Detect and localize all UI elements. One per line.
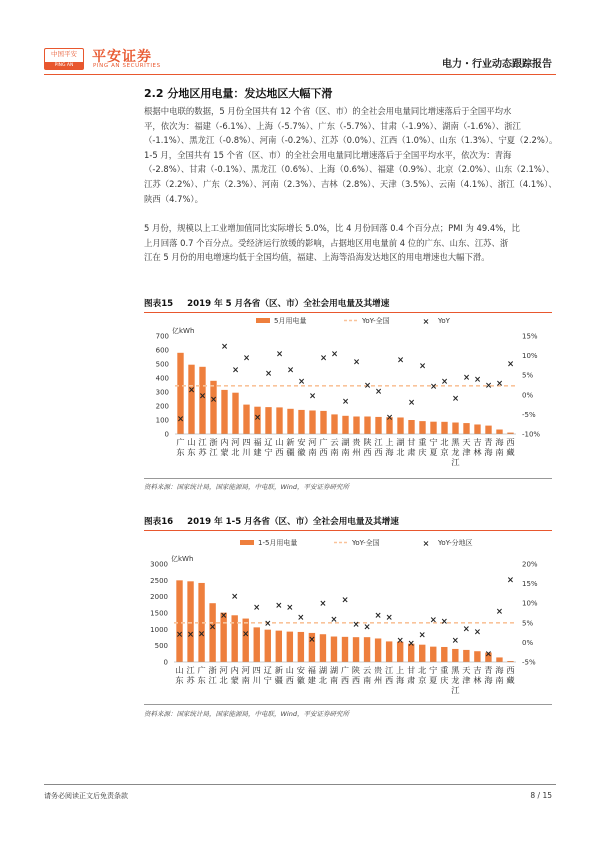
paragraph-line: 上月回落 0.7 个百分点。受经济运行放缓的影响，占据地区用电量前 4 位的广东、山东、江苏、浙: [144, 237, 509, 248]
figure-caption: 2019 年 1-5 月各省（区、市）全社会用电量及其增速: [187, 517, 399, 527]
right-tick-label: -5%: [522, 410, 536, 419]
yoy-marker: ×: [440, 377, 449, 388]
category-label: 陕西: [363, 437, 372, 457]
left-tick-label: 500: [154, 642, 168, 651]
yoy-marker: ×: [319, 599, 327, 610]
bar: [375, 417, 381, 434]
left-tick-label: 1500: [150, 609, 168, 618]
category-label: 山西: [275, 437, 284, 457]
left-tick-label: 400: [155, 374, 169, 383]
bar: [386, 641, 392, 662]
bar: [485, 426, 491, 434]
category-label: 江西: [385, 665, 394, 685]
legend-swatch-bars: [256, 318, 270, 323]
figure-label: 图表16: [144, 517, 174, 527]
legend-swatch-yoy: ×: [422, 539, 430, 548]
yoy-marker: ×: [385, 413, 394, 424]
logo-text-en: PING AN SECURITIES: [93, 63, 161, 69]
legend-label-yoy: YoY: [438, 317, 450, 325]
yoy-marker: ×: [253, 603, 261, 614]
category-label: 北京: [418, 665, 427, 685]
bar: [243, 619, 249, 662]
yoy-marker: ×: [506, 575, 515, 586]
yoy-marker: ×: [396, 355, 405, 366]
category-label: 河南: [308, 437, 317, 457]
category-label: 贵州: [373, 665, 383, 685]
bar: [298, 410, 304, 434]
right-tick-label: 15%: [522, 332, 538, 341]
yoy-marker: ×: [187, 385, 196, 396]
bar: [276, 407, 282, 434]
bar: [408, 420, 414, 434]
yoy-marker: ×: [275, 601, 283, 612]
yoy-marker: ×: [330, 614, 338, 625]
bar: [364, 417, 370, 435]
category-label: 四川: [252, 665, 261, 685]
category-label: 西藏: [506, 437, 515, 457]
bar: [265, 407, 271, 434]
category-label: 浙江: [209, 437, 218, 457]
legend-label-national: YoY-全国: [352, 539, 380, 547]
bar: [452, 423, 458, 434]
category-label: 宁夏: [429, 437, 438, 457]
figure-label: 图表15: [144, 299, 174, 309]
yoy-marker: ×: [220, 341, 229, 352]
category-label: 吉林: [473, 665, 482, 685]
legend-label-bars: 5月用电量: [274, 317, 307, 325]
category-label: 福建: [253, 437, 262, 457]
paragraph-1: [144, 104, 558, 206]
yoy-marker: ×: [209, 622, 217, 633]
yoy-marker: ×: [462, 624, 470, 635]
category-label: 安徽: [297, 437, 306, 457]
bar: [430, 422, 436, 434]
category-label: 甘肃: [407, 437, 416, 457]
category-label: 河北: [219, 665, 228, 685]
category-label: 上海: [385, 437, 394, 457]
bar: [342, 416, 348, 434]
bar: [320, 634, 326, 662]
right-tick-label: 10%: [522, 352, 538, 361]
figure-15-title: [144, 297, 389, 309]
right-tick-label: 15%: [522, 580, 538, 589]
yoy-marker: ×: [440, 616, 448, 627]
header-divider: [44, 74, 556, 75]
category-label: 河南: [241, 665, 250, 685]
yoy-marker: ×: [407, 638, 415, 649]
left-tick-label: 700: [155, 332, 169, 341]
footer-disclaimer: 请务必阅读正文后免责条款: [44, 792, 128, 800]
bar: [176, 580, 182, 662]
figure-16-title: [144, 515, 399, 527]
axis-unit-label: 亿kWh: [171, 555, 194, 563]
yoy-marker: ×: [374, 386, 383, 397]
bar: [209, 603, 215, 662]
paragraph-line: （-1.1%）、黑龙江（-0.8%）、河南（-0.2%）、江苏（0.0%）、江西（1.0%）、山东（1.3%）、宁夏（2.2%）。: [144, 135, 558, 146]
paragraph-line: 根据中电联的数据，5 月份全国共有 12 个省（区、市）的全社会用电量同比增速落后于全国平均水: [144, 106, 512, 116]
yoy-marker: ×: [418, 361, 427, 372]
legend-label-bars: 1-5月用电量: [258, 539, 298, 547]
yoy-marker: ×: [242, 353, 251, 364]
figure-15-source: 资料来源：国家统计局，国家能源局，中电联，Wind，平安证券研究所: [144, 483, 349, 491]
bar: [287, 409, 293, 434]
bar: [187, 581, 193, 662]
category-label: 内蒙: [230, 665, 239, 685]
category-label: 贵州: [352, 437, 361, 457]
yoy-marker: ×: [418, 630, 426, 641]
yoy-marker: ×: [308, 391, 317, 402]
bar: [463, 423, 469, 434]
left-tick-label: 0: [163, 658, 168, 667]
bar: [463, 650, 469, 662]
category-label: 西藏: [506, 665, 515, 685]
logo-small-en: PING AN: [45, 62, 83, 69]
category-label: 上海: [396, 665, 405, 685]
bar: [474, 651, 480, 662]
category-label: 河北: [231, 437, 240, 457]
figure-16-rule: [144, 530, 552, 531]
bar: [188, 365, 194, 434]
yoy-marker: ×: [495, 607, 504, 618]
yoy-marker: ×: [407, 398, 416, 409]
bar: [232, 393, 238, 434]
yoy-marker: ×: [352, 357, 361, 368]
bar: [375, 638, 381, 662]
bar: [496, 430, 502, 434]
yoy-marker: ×: [341, 595, 349, 606]
bar: [353, 637, 359, 662]
category-label: 甘肃: [407, 665, 416, 685]
bar: [320, 411, 326, 434]
category-label: 湖北: [318, 665, 328, 685]
right-tick-label: 0%: [522, 391, 534, 400]
category-label: 新疆: [286, 437, 295, 457]
bar: [265, 630, 271, 662]
right-tick-label: 5%: [522, 619, 534, 628]
bar: [419, 645, 425, 662]
left-tick-label: 2500: [150, 576, 168, 585]
right-tick-label: -10%: [522, 430, 541, 439]
yoy-marker: ×: [451, 393, 460, 404]
legend-label-national: YoY-全国: [362, 317, 390, 325]
paragraph-line: 5 月份，规模以上工业增加值同比实际增长 5.0%，比 4 月份回落 0.4 个百分点；PMI 为 49.4%，比: [144, 223, 520, 233]
paragraph-line: 平，依次为：福建（-6.1%）、上海（-5.7%）、广东（-5.7%）、甘肃（-1.9%）、湖南（-1.6%）、浙江: [144, 120, 521, 131]
yoy-marker: ×: [462, 373, 471, 384]
category-label: 广东: [176, 437, 185, 457]
yoy-marker: ×: [186, 629, 195, 640]
yoy-marker: ×: [396, 636, 404, 647]
bar: [452, 649, 458, 662]
category-label: 湖南: [329, 665, 339, 685]
yoy-marker: ×: [297, 377, 306, 388]
report-type: 电力・行业动态跟踪报告: [442, 59, 552, 70]
bar: [364, 637, 370, 662]
figure-16-source: 资料来源：国家统计局，国家能源局，中电联，Wind，平安证券研究所: [144, 710, 349, 718]
yoy-marker: ×: [363, 622, 371, 633]
left-tick-label: 500: [155, 360, 169, 369]
category-label: 黑龙江: [451, 437, 460, 467]
category-label: 天津: [462, 665, 471, 685]
bar: [287, 632, 293, 662]
yoy-marker: ×: [231, 592, 239, 603]
section-title: 2.2 分地区用电量：发达地区大幅下滑: [144, 87, 333, 100]
yoy-marker: ×: [286, 603, 294, 614]
category-label: 海南: [495, 665, 504, 685]
bar: [342, 637, 348, 662]
category-label: 广西: [319, 437, 328, 457]
yoy-marker: ×: [484, 381, 493, 391]
left-tick-label: 1000: [150, 625, 168, 634]
paragraph-line: 江苏（2.2%）、广东（2.3%）、河南（2.3%）、吉林（2.8%）、天津（3.5%）、云南（4.1%）、浙江（4.1%）、: [144, 178, 557, 189]
right-tick-label: 0%: [522, 638, 534, 647]
right-tick-label: -5%: [522, 658, 536, 667]
bar: [331, 414, 337, 434]
category-label: 云南: [362, 665, 372, 685]
yoy-marker: ×: [242, 629, 250, 640]
figure-15-source-rule: [144, 478, 552, 479]
yoy-marker: ×: [198, 391, 207, 402]
yoy-marker: ×: [231, 365, 240, 376]
left-tick-label: 300: [155, 388, 169, 397]
left-tick-label: 200: [155, 402, 169, 411]
chart-jan-may-consumption: [144, 532, 552, 702]
bar: [298, 632, 304, 662]
category-label: 青海: [484, 665, 493, 685]
chart-may-consumption: [144, 314, 552, 476]
page-number: 8 / 15: [530, 791, 552, 800]
yoy-marker: ×: [506, 359, 515, 370]
bar: [441, 422, 447, 434]
figure-15-rule: [144, 312, 552, 313]
bar: [243, 405, 249, 434]
right-tick-label: 5%: [522, 371, 534, 380]
paragraph-line: 江在 5 月份的用电增速均低于全国均值，福建、上海等沿海发达地区的用电增速也大幅下滑。: [144, 252, 490, 263]
bar: [309, 410, 315, 434]
yoy-marker: ×: [209, 395, 218, 406]
bar: [276, 631, 282, 662]
category-label: 广西: [340, 665, 350, 685]
yoy-marker: ×: [319, 353, 328, 364]
category-label: 云南: [330, 437, 339, 457]
yoy-marker: ×: [275, 349, 284, 360]
bar: [254, 627, 260, 662]
yoy-marker: ×: [429, 615, 437, 626]
bar: [474, 424, 480, 434]
category-label: 湖南: [341, 437, 350, 457]
logo-text: 平安证券: [92, 49, 152, 65]
yoy-marker: ×: [220, 610, 228, 621]
category-label: 四川: [242, 437, 251, 457]
category-label: 辽宁: [264, 437, 273, 457]
category-label: 内蒙: [220, 437, 229, 457]
paragraph-2: [144, 221, 550, 265]
category-label: 广东: [197, 665, 206, 685]
left-tick-label: 100: [155, 416, 169, 425]
category-label: 江苏: [198, 437, 207, 457]
left-tick-label: 0: [164, 430, 169, 439]
category-label: 天津: [462, 437, 471, 457]
yoy-marker: ×: [385, 612, 393, 623]
category-label: 陕西: [351, 665, 361, 685]
bar: [496, 657, 502, 662]
yoy-marker: ×: [484, 649, 492, 660]
category-label: 宁夏: [429, 665, 438, 685]
category-label: 山东: [175, 665, 184, 685]
yoy-marker: ×: [495, 379, 504, 390]
category-label: 黑龙江: [451, 665, 460, 695]
yoy-marker: ×: [473, 627, 481, 638]
yoy-marker: ×: [473, 375, 482, 386]
yoy-marker: ×: [297, 612, 305, 623]
category-label: 浙江: [208, 665, 217, 685]
left-tick-label: 600: [155, 346, 169, 355]
yoy-marker: ×: [341, 397, 350, 408]
category-label: 青海: [484, 437, 493, 457]
category-label: 重庆: [418, 437, 427, 457]
left-tick-label: 2000: [150, 593, 168, 602]
figure-caption: 2019 年 5 月各省（区、市）全社会用电量及其增速: [187, 299, 390, 309]
category-label: 福建: [307, 665, 317, 685]
yoy-marker: ×: [374, 610, 382, 621]
bar: [441, 647, 447, 662]
legend-swatch-yoy: ×: [422, 317, 430, 326]
footer-divider: [44, 784, 556, 785]
yoy-marker: ×: [451, 636, 459, 647]
category-label: 重庆: [440, 665, 449, 685]
bar: [221, 390, 227, 434]
yoy-marker: ×: [175, 630, 184, 641]
bar: [331, 637, 337, 662]
pingan-small-logo: [44, 48, 84, 70]
bar: [397, 417, 403, 434]
figure-16-source-rule: [144, 704, 552, 705]
yoy-marker: ×: [264, 618, 272, 629]
bar: [353, 417, 359, 435]
yoy-marker: ×: [264, 369, 273, 380]
category-label: 辽宁: [263, 665, 272, 685]
category-label: 吉林: [473, 437, 482, 457]
yoy-marker: ×: [308, 634, 316, 645]
paragraph-line: （-2.8%）、甘肃（-0.1%）、黑龙江（0.6%）、上海（0.6%）、福建（0.9%）、北京（2.0%）、山东（2.1%）、: [144, 164, 555, 175]
legend-swatch-bars: [240, 540, 254, 545]
category-label: 北京: [440, 437, 449, 457]
yoy-marker: ×: [198, 629, 206, 640]
category-label: 山东: [187, 437, 196, 457]
yoy-marker: ×: [429, 382, 438, 393]
bar: [210, 381, 216, 434]
right-tick-label: 20%: [522, 560, 538, 569]
yoy-marker: ×: [352, 619, 360, 630]
axis-unit-label: 亿kWh: [172, 327, 195, 335]
left-tick-label: 3000: [150, 560, 168, 569]
bar: [430, 647, 436, 662]
logo-small-cn: 中国平安: [51, 50, 77, 58]
category-label: 山西: [285, 665, 294, 685]
category-label: 海南: [495, 437, 504, 457]
category-label: 新疆: [274, 665, 283, 685]
category-label: 江西: [374, 437, 383, 457]
right-tick-label: 10%: [522, 599, 538, 608]
yoy-marker: ×: [176, 414, 185, 425]
yoy-marker: ×: [363, 381, 372, 391]
legend-label-yoy: YoY-分地区: [438, 539, 473, 547]
category-label: 江苏: [186, 665, 195, 685]
category-label: 湖北: [396, 437, 405, 457]
yoy-marker: ×: [253, 413, 262, 424]
yoy-marker: ×: [286, 365, 295, 376]
paragraph-line: 1-5 月，全国共有 15 个省（区、市）的全社会用电量同比增速落后于全国平均水平，依次为：青海: [144, 149, 512, 160]
bar: [419, 421, 425, 434]
yoy-marker: ×: [330, 349, 339, 360]
category-label: 安徽: [296, 665, 305, 685]
paragraph-line: 陕西（4.7%）。: [144, 193, 203, 204]
